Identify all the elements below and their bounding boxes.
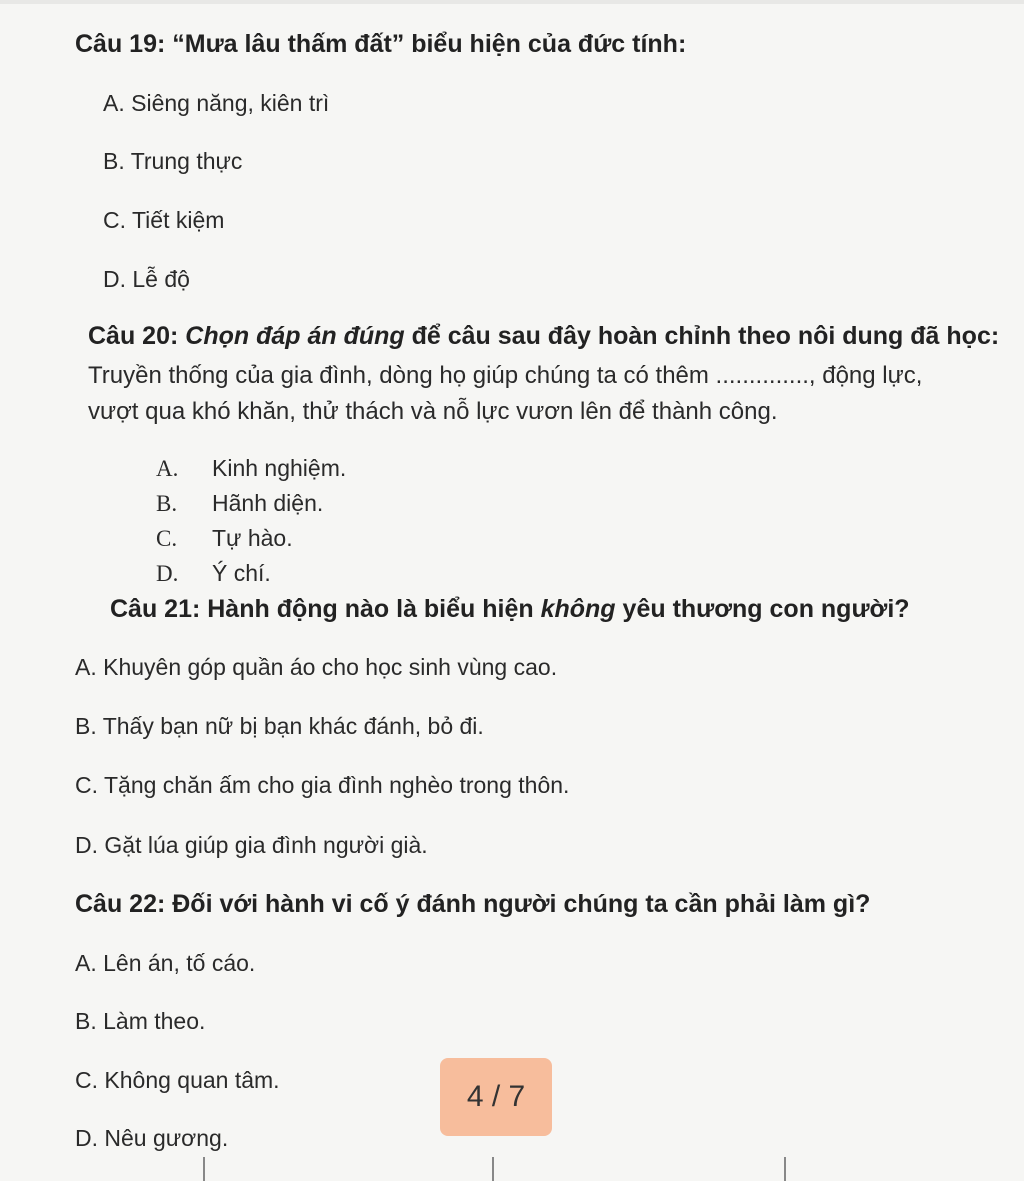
page-indicator[interactable]: 4 / 7: [440, 1058, 552, 1136]
question-20-title-suffix: để câu sau đây hoàn chỉnh theo nôi dung đã học:: [404, 322, 1000, 350]
question-21-title-suffix: yêu thương con người?: [615, 595, 910, 623]
question-19-title: Câu 19: “Mưa lâu thấm đất” biểu hiện của đức tính:: [75, 30, 687, 58]
option-letter: D.: [156, 561, 179, 586]
question-19-option-d: D. Lễ độ: [103, 266, 190, 292]
question-21-option-a: A. Khuyên góp quần áo cho học sinh vùng cao.: [75, 654, 558, 680]
question-19-option-b: B. Trung thực: [103, 148, 243, 174]
option-text: Tự hào.: [212, 525, 293, 551]
question-20-option-b: [156, 490, 323, 517]
question-21-option-c: C. Tặng chăn ấm cho gia đình nghèo trong thôn.: [75, 772, 570, 798]
question-19-option-c: C. Tiết kiệm: [103, 207, 225, 233]
option-text: Kinh nghiệm.: [212, 455, 347, 481]
table-border-tick: [784, 1157, 786, 1181]
question-22-option-d: D. Nêu gương.: [75, 1125, 229, 1151]
question-22-option-a: A. Lên án, tố cáo.: [75, 950, 256, 976]
question-21-title: [110, 595, 910, 624]
table-border-tick: [203, 1157, 205, 1181]
option-letter: B.: [156, 491, 178, 516]
question-19-option-a: A. Siêng năng, kiên trì: [103, 90, 330, 116]
question-21-option-d: D. Gặt lúa giúp gia đình người già.: [75, 832, 428, 858]
question-20-line-2: vượt qua khó khăn, thử thách và nỗ lực vươn lên để thành công.: [88, 398, 778, 425]
question-20-option-a: [156, 455, 346, 482]
table-border-tick: [492, 1157, 494, 1181]
question-20-title-prefix: Câu 20:: [88, 322, 186, 350]
question-20-option-d: [156, 560, 271, 587]
question-20-option-c: [156, 525, 293, 552]
option-text: Ý chí.: [212, 560, 271, 586]
page-top-edge: [0, 0, 1024, 4]
question-20-title: [88, 322, 999, 351]
question-21-title-italic: không: [540, 595, 616, 623]
option-letter: C.: [156, 526, 178, 551]
question-20-title-italic: Chọn đáp án đúng: [185, 322, 405, 350]
question-21-title-prefix: Câu 21: Hành động nào là biểu hiện: [110, 595, 541, 623]
option-text: Hãnh diện.: [212, 490, 324, 516]
question-22-title: Câu 22: Đối với hành vi cố ý đánh người chúng ta cần phải làm gì?: [75, 890, 871, 918]
option-letter: A.: [156, 456, 179, 481]
question-21-option-b: B. Thấy bạn nữ bị bạn khác đánh, bỏ đi.: [75, 713, 484, 739]
question-22-option-b: B. Làm theo.: [75, 1008, 206, 1034]
question-22-option-c: C. Không quan tâm.: [75, 1067, 280, 1093]
question-20-line-1: Truyền thống của gia đình, dòng họ giúp chúng ta có thêm .............., động lực,: [88, 362, 923, 389]
